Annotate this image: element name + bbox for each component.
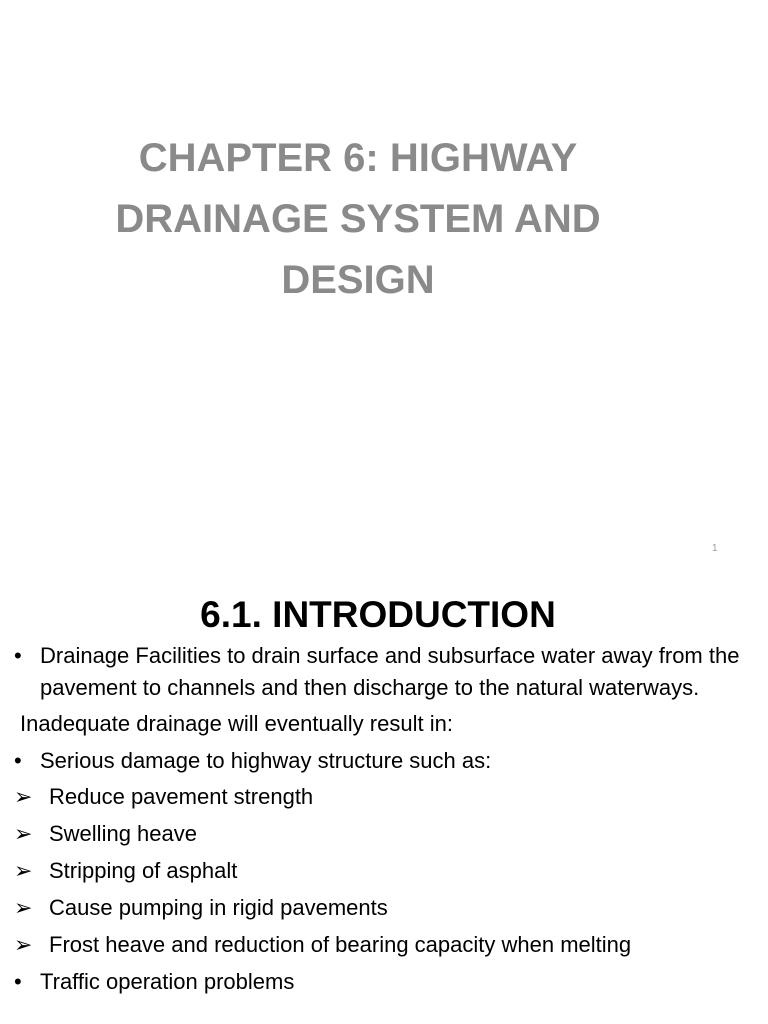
list-item-text: Stripping of asphalt [49,858,238,883]
list-item-text: Frost heave and reduction of bearing capacity when melting [49,932,632,957]
list-item-text: Reduce pavement strength [49,784,314,809]
chapter-title [78,128,638,311]
arrow-bullet-icon: ➢ [14,821,33,846]
bullet-icon: • [14,969,22,994]
list-item-text: Inadequate drainage will eventually result in: [20,711,453,736]
arrow-bullet-icon: ➢ [14,895,33,920]
slide-number: 1 [712,543,718,554]
section-title: 6.1. INTRODUCTION [200,594,556,635]
list-item [0,818,768,850]
bullet-icon: • [14,643,22,668]
list-item [0,781,768,813]
list-item [0,929,768,961]
chapter-title-line-1: CHAPTER 6: HIGHWAY [138,136,578,180]
list-item-text: Traffic operation problems [40,969,295,994]
list-item-text: Serious damage to highway structure such as: [40,748,492,773]
slide-2 [0,576,768,1024]
content-list [0,640,768,1002]
arrow-bullet-icon: ➢ [14,932,33,957]
list-item [0,708,768,740]
bullet-icon: • [14,748,22,773]
arrow-bullet-icon: ➢ [14,858,33,883]
chapter-title-line-2: DRAINAGE SYSTEM AND [115,197,601,241]
arrow-bullet-icon: ➢ [14,784,33,809]
list-item [0,745,768,777]
list-item-text: Cause pumping in rigid pavements [49,895,388,920]
list-item [0,892,768,924]
list-item-text: Drainage Facilities to drain surface and subsurface water away from the pavement to channels and then discharge to the natural waterways. [40,643,740,700]
list-item [0,855,768,887]
chapter-title-line-3: DESIGN [281,258,435,302]
list-item-text: Swelling heave [49,821,197,846]
list-item [0,966,768,998]
list-item [0,640,768,704]
